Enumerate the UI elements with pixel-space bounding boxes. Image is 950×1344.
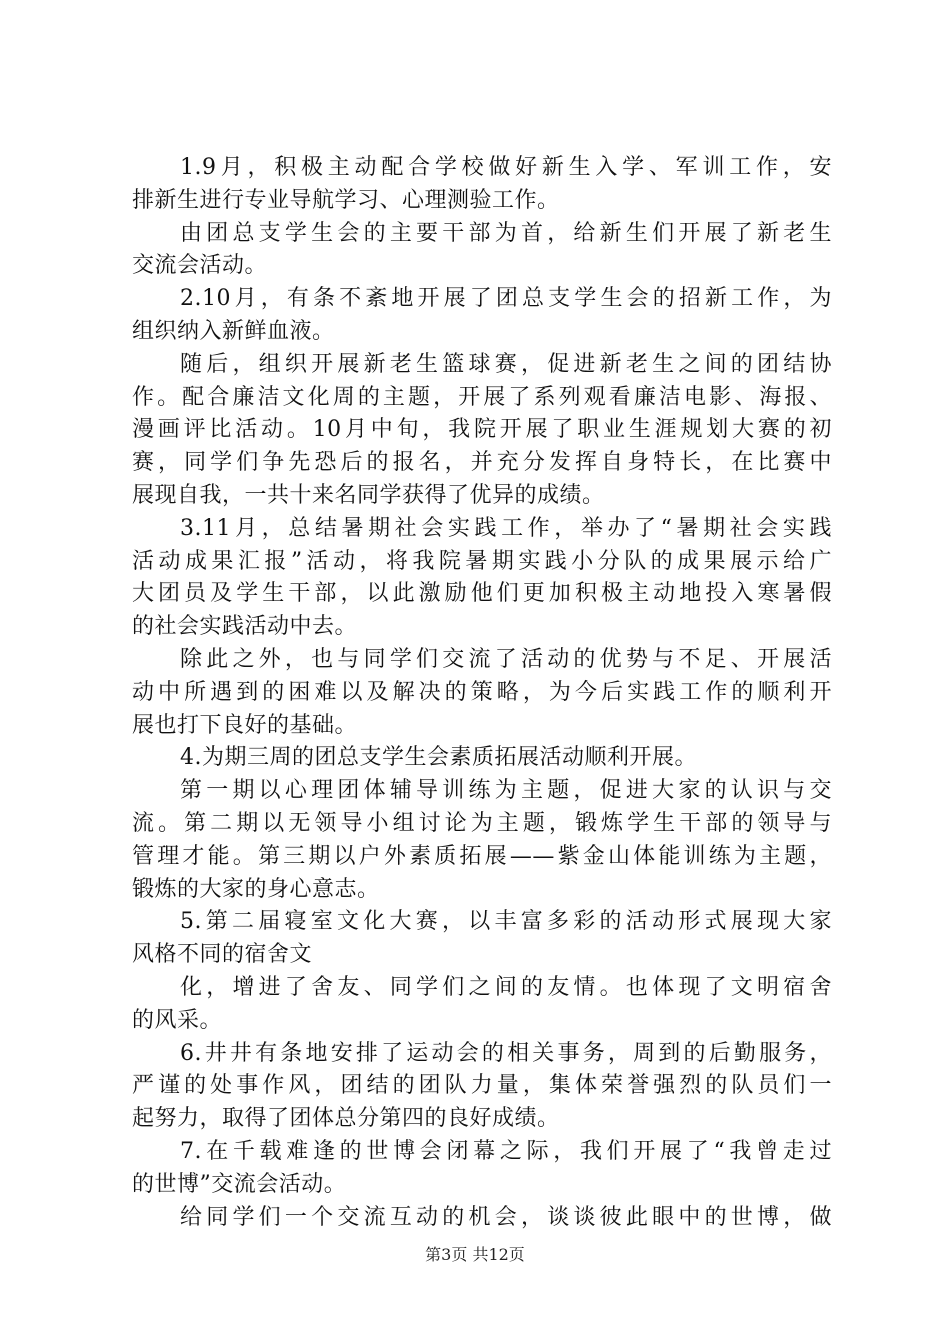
text-line: 第一期以心理团体辅导训练为主题，促进大家的认识与交: [180, 778, 832, 804]
text-line: 的风采。: [132, 1007, 223, 1033]
text-line: 1.9月，积极主动配合学校做好新生入学、军训工作，安: [180, 155, 832, 180]
text-line: 的世博”交流会活动。: [132, 1171, 347, 1197]
text-line: 作。配合廉洁文化周的主题，开展了系列观看廉洁电影、海报、: [132, 384, 832, 410]
text-line: 动中所遇到的困难以及解决的策略，为今后实践工作的顺利开: [132, 679, 832, 705]
text-line: 除此之外，也与同学们交流了活动的优势与不足、开展活: [180, 646, 832, 672]
text-line: 展现自我，一共十来名同学获得了优异的成绩。: [132, 482, 605, 508]
text-line: 严谨的处事作风，团结的团队力量，集体荣誉强烈的队员们一: [132, 1073, 832, 1099]
text-line: 4.为期三周的团总支学生会素质拓展活动顺利开展。: [180, 745, 697, 771]
text-line: 交流会活动。: [132, 253, 268, 279]
text-line: 活动成果汇报”活动，将我院暑期实践小分队的成果展示给广: [132, 548, 832, 574]
text-line: 排新生进行专业导航学习、心理测验工作。: [132, 187, 560, 213]
text-line: 6.井井有条地安排了运动会的相关事务，周到的后勤服务，: [180, 1040, 832, 1066]
text-line: 大团员及学生干部，以此激励他们更加积极主动地投入寒暑假: [132, 581, 832, 607]
text-line: 展也打下良好的基础。: [132, 712, 358, 738]
text-line: 给同学们一个交流互动的机会，谈谈彼此眼中的世博，做: [180, 1204, 832, 1230]
body-text: [132, 152, 832, 1234]
text-line: 锻炼的大家的身心意志。: [132, 876, 380, 902]
text-line: 2.10月，有条不紊地开展了团总支学生会的招新工作，为: [180, 286, 832, 312]
text-line: 由团总支学生会的主要干部为首，给新生们开展了新老生: [180, 220, 832, 246]
text-line: 漫画评比活动。10月中旬，我院开展了职业生涯规划大赛的初: [132, 417, 832, 443]
page-footer: 第3页 共12页: [425, 1245, 525, 1264]
text-line: 赛，同学们争先恐后的报名，并充分发挥自身特长，在比赛中: [132, 450, 832, 476]
text-line: 流。第二期以无领导小组讨论为主题，锻炼学生干部的领导与: [132, 810, 832, 836]
text-line: 3.11月，总结暑期社会实践工作，举办了“暑期社会实践: [180, 515, 832, 541]
text-line: 管理才能。第三期以户外素质拓展——紫金山体能训练为主题，: [132, 843, 832, 869]
text-line: 随后，组织开展新老生篮球赛，促进新老生之间的团结协: [180, 351, 832, 377]
text-line: 风格不同的宿舍文: [132, 942, 313, 968]
text-line: 5.第二届寝室文化大赛，以丰富多彩的活动形式展现大家: [180, 909, 832, 935]
text-line: 的社会实践活动中去。: [132, 614, 358, 640]
text-line: 组织纳入新鲜血液。: [132, 318, 335, 344]
text-line: 化，增进了舍友、同学们之间的友情。也体现了文明宿舍: [180, 974, 832, 1000]
text-line: 起努力，取得了团体总分第四的良好成绩。: [132, 1106, 560, 1132]
text-line: 7.在千载难逢的世博会闭幕之际，我们开展了“我曾走过: [180, 1138, 832, 1164]
